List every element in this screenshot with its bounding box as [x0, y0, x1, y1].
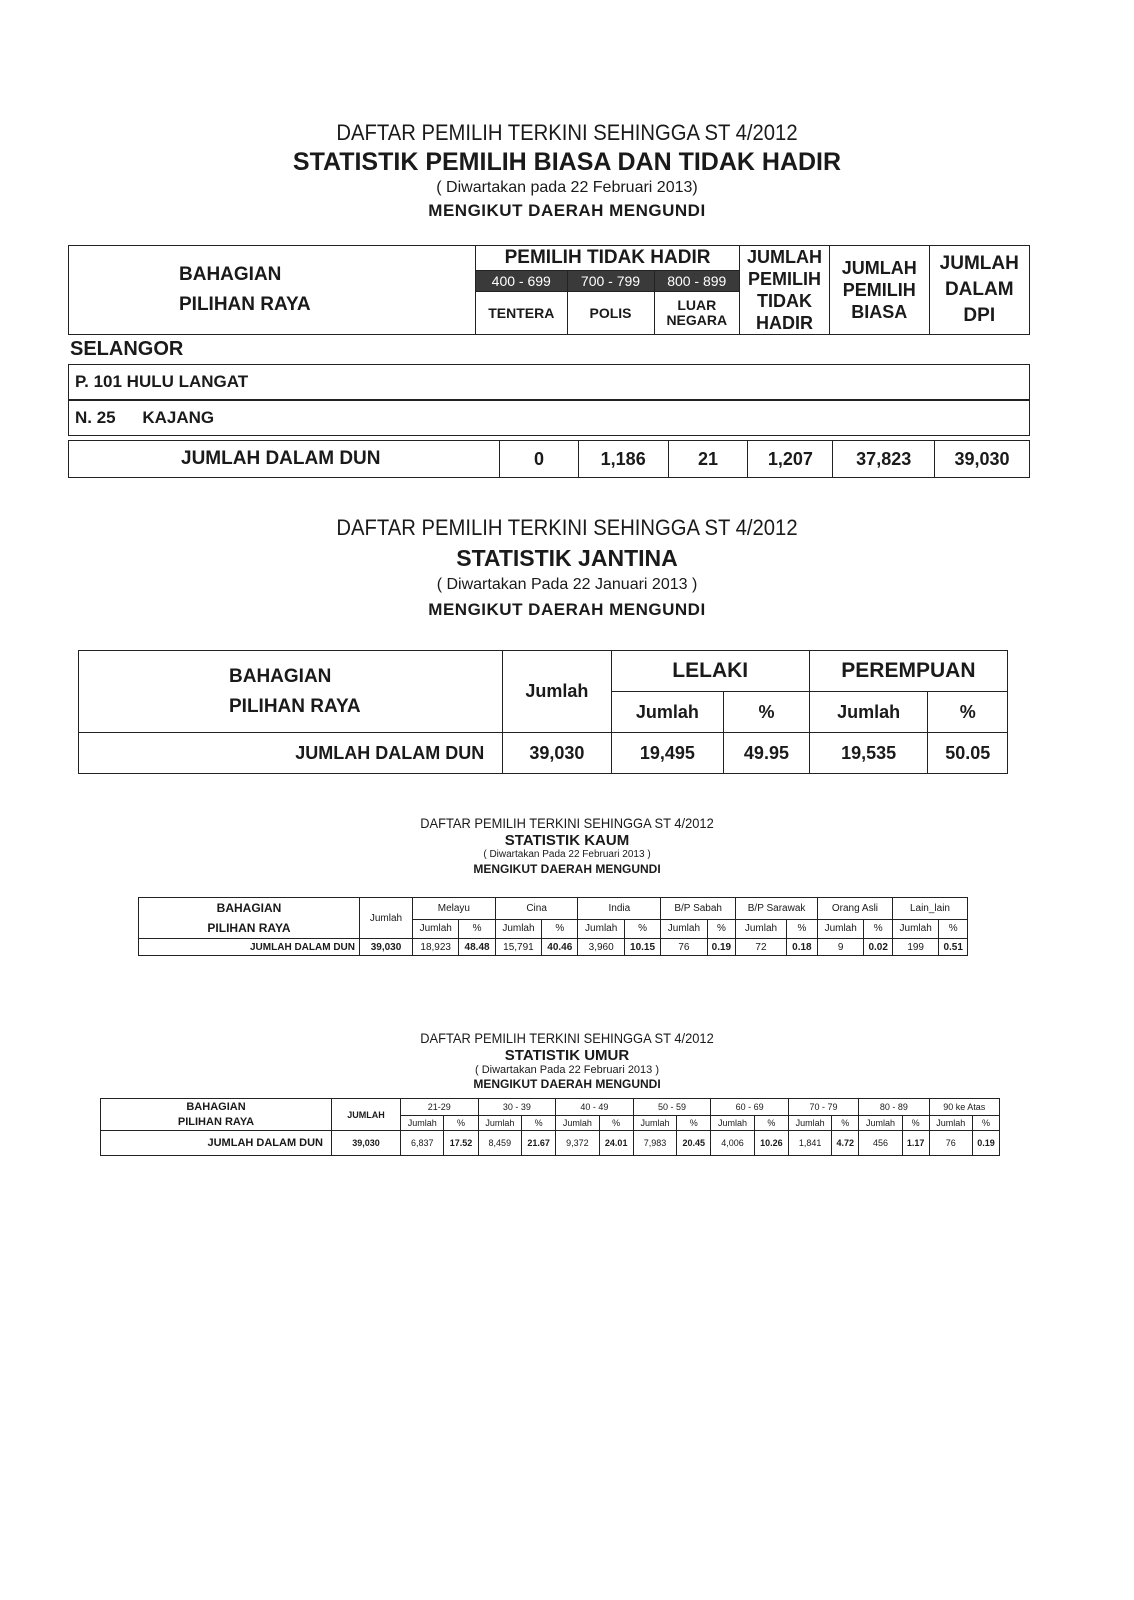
header-jumlah-tidak-hadir — [740, 246, 830, 335]
kaum-value-jumlah: 199 — [892, 939, 938, 956]
umur-sub-pct: % — [522, 1116, 556, 1131]
kaum-group-header: Lain_lain — [892, 898, 967, 920]
header-jpb-l3: BIASA — [851, 302, 908, 322]
value-tentera: 0 — [500, 441, 578, 478]
kaum-total: 39,030 — [360, 939, 413, 956]
kaum-value-jumlah: 72 — [736, 939, 787, 956]
value-jumlah-biasa: 37,823 — [833, 441, 935, 478]
jantina-jumlah: 39,030 — [503, 733, 611, 774]
kaum-value-pct: 0.18 — [786, 939, 817, 956]
header-jd-l1: JUMLAH — [939, 253, 1019, 274]
kaum-group-header: Melayu — [413, 898, 496, 920]
umur-bahagian-l1: BAHAGIAN — [186, 1100, 246, 1113]
kaum-value-pct: 0.02 — [864, 939, 893, 956]
umur-sub-pct: % — [973, 1116, 1000, 1131]
header-tentera: TENTERA — [476, 292, 567, 335]
section4-subtitle: STATISTIK UMUR — [504, 1047, 630, 1064]
jantina-header-perempuan: PEREMPUAN — [809, 651, 1007, 692]
jantina-header-bahagian — [79, 651, 503, 733]
kaum-sub-pct: % — [707, 919, 736, 938]
section3-gazette: ( Diwartakan Pada 22 Februari 2013 ) — [483, 849, 651, 860]
table-jantina — [78, 650, 1008, 774]
dun-row — [68, 400, 1030, 436]
kaum-row-label: JUMLAH DALAM DUN — [139, 939, 360, 956]
section3-by: MENGIKUT DAERAH MENGUNDI — [473, 862, 661, 876]
section4-by: MENGIKUT DAERAH MENGUNDI — [473, 1077, 661, 1091]
umur-value-jumlah: 4,006 — [711, 1131, 754, 1156]
kaum-group-header: B/P Sabah — [661, 898, 736, 920]
kaum-sub-pct: % — [624, 919, 660, 938]
kaum-value-pct: 40.46 — [542, 939, 578, 956]
section1-subtitle: STATISTIK PEMILIH BIASA DAN TIDAK HADIR — [292, 148, 842, 176]
header-luar-l2: NEGARA — [666, 312, 728, 329]
kaum-sub-pct: % — [786, 919, 817, 938]
dun-code: N. 25 — [75, 408, 116, 427]
header-jpb-l1: JUMLAH — [841, 258, 917, 278]
section1-title: DAFTAR PEMILIH TERKINI SEHINGGA ST 4/2012 — [336, 120, 798, 145]
state-label: SELANGOR — [70, 338, 184, 360]
header-luar-negara — [654, 292, 740, 335]
jantina-bahagian-l1: BAHAGIAN — [229, 665, 332, 687]
kaum-sub-jumlah: Jumlah — [661, 919, 707, 938]
jantina-perempuan-pct-header: % — [928, 692, 1008, 733]
header-jumlah-biasa — [829, 246, 929, 335]
range-800-899: 800 - 899 — [654, 271, 740, 292]
jantina-perempuan-pct: 50.05 — [928, 733, 1008, 774]
section2-by: MENGIKUT DAERAH MENGUNDI — [428, 600, 706, 619]
umur-value-jumlah: 456 — [859, 1131, 902, 1156]
header-jth-l4: HADIR — [755, 313, 813, 333]
header-jth-l3: TIDAK — [756, 291, 812, 311]
jantina-perempuan-jumlah-header: Jumlah — [809, 692, 928, 733]
kaum-group-header: Cina — [495, 898, 578, 920]
jantina-lelaki-jumlah: 19,495 — [611, 733, 724, 774]
jantina-lelaki-pct: 49.95 — [724, 733, 810, 774]
table-pemilih-header — [68, 245, 1030, 335]
kaum-header-bahagian — [139, 898, 360, 939]
kaum-sub-jumlah: Jumlah — [892, 919, 938, 938]
kaum-value-pct: 0.19 — [707, 939, 736, 956]
umur-value-pct: 20.45 — [677, 1131, 711, 1156]
umur-value-jumlah: 9,372 — [556, 1131, 599, 1156]
header-luar-l1: LUAR — [677, 297, 717, 314]
kaum-sub-jumlah: Jumlah — [817, 919, 863, 938]
range-700-799: 700 - 799 — [567, 271, 654, 292]
kaum-sub-pct: % — [459, 919, 495, 938]
umur-value-pct: 1.17 — [902, 1131, 929, 1156]
jantina-perempuan-jumlah: 19,535 — [809, 733, 928, 774]
umur-value-jumlah: 7,983 — [633, 1131, 676, 1156]
header-jd-l2: DALAM — [944, 279, 1014, 300]
umur-group-header: 60 - 69 — [711, 1099, 789, 1116]
parliament-row — [68, 364, 1030, 400]
kaum-value-jumlah: 9 — [817, 939, 863, 956]
value-polis: 1,186 — [578, 441, 668, 478]
umur-value-pct: 21.67 — [522, 1131, 556, 1156]
section3-subtitle: STATISTIK KAUM — [504, 832, 630, 849]
kaum-bahagian-l2: PILIHAN RAYA — [207, 921, 291, 935]
section1-gazette: ( Diwartakan pada 22 Februari 2013) — [436, 179, 698, 196]
umur-value-jumlah: 8,459 — [478, 1131, 521, 1156]
kaum-sub-jumlah: Jumlah — [578, 919, 624, 938]
umur-group-header: 30 - 39 — [478, 1099, 556, 1116]
kaum-value-jumlah: 3,960 — [578, 939, 624, 956]
umur-sub-pct: % — [599, 1116, 633, 1131]
section2-gazette: ( Diwartakan Pada 22 Januari 2013 ) — [436, 576, 698, 593]
umur-value-pct: 0.19 — [973, 1131, 1000, 1156]
kaum-sub-pct: % — [864, 919, 893, 938]
jantina-bahagian-l2: PILIHAN RAYA — [229, 695, 361, 717]
section2-title: DAFTAR PEMILIH TERKINI SEHINGGA ST 4/2012 — [336, 515, 798, 540]
header-polis: POLIS — [567, 292, 654, 335]
kaum-value-pct: 48.48 — [459, 939, 495, 956]
header-jd-l3: DPI — [963, 305, 996, 326]
jantina-header-jumlah: Jumlah — [503, 651, 611, 733]
section-umur — [0, 1030, 1134, 1091]
umur-value-pct: 10.26 — [754, 1131, 788, 1156]
section3-title: DAFTAR PEMILIH TERKINI SEHINGGA ST 4/2012 — [420, 815, 714, 831]
header-bahagian — [69, 246, 476, 335]
kaum-value-jumlah: 76 — [661, 939, 707, 956]
umur-group-header: 90 ke Atas — [929, 1099, 999, 1116]
header-jumlah-dpi — [929, 246, 1029, 335]
kaum-group-header: B/P Sarawak — [736, 898, 818, 920]
kaum-sub-pct: % — [939, 919, 968, 938]
umur-group-header: 80 - 89 — [859, 1099, 929, 1116]
umur-sub-jumlah: Jumlah — [401, 1116, 444, 1131]
section1-by: MENGIKUT DAERAH MENGUNDI — [428, 201, 706, 220]
umur-value-pct: 24.01 — [599, 1131, 633, 1156]
header-bahagian-line1: BAHAGIAN — [179, 264, 282, 285]
value-luar-negara: 21 — [668, 441, 748, 478]
umur-sub-pct: % — [444, 1116, 478, 1131]
header-jpb-l2: PEMILIH — [842, 280, 916, 300]
table-kaum — [138, 897, 968, 956]
umur-sub-pct: % — [754, 1116, 788, 1131]
umur-value-jumlah: 1,841 — [788, 1131, 831, 1156]
umur-header-jumlah: JUMLAH — [332, 1099, 401, 1131]
kaum-header-jumlah: Jumlah — [360, 898, 413, 939]
umur-sub-pct: % — [902, 1116, 929, 1131]
umur-total: 39,030 — [332, 1131, 401, 1156]
kaum-value-pct: 0.51 — [939, 939, 968, 956]
section4-gazette: ( Diwartakan Pada 22 Februari 2013 ) — [474, 1064, 660, 1076]
umur-sub-pct: % — [832, 1116, 859, 1131]
umur-group-header: 21-29 — [401, 1099, 479, 1116]
jantina-row-label: JUMLAH DALAM DUN — [79, 733, 503, 774]
umur-bahagian-l2: PILIHAN RAYA — [177, 1115, 255, 1128]
umur-sub-jumlah: Jumlah — [859, 1116, 902, 1131]
umur-sub-jumlah: Jumlah — [788, 1116, 831, 1131]
kaum-value-pct: 10.15 — [624, 939, 660, 956]
umur-value-jumlah: 6,837 — [401, 1131, 444, 1156]
table-umur — [100, 1098, 1000, 1156]
section-kaum — [0, 815, 1134, 876]
umur-sub-jumlah: Jumlah — [929, 1116, 972, 1131]
umur-sub-jumlah: Jumlah — [711, 1116, 754, 1131]
kaum-value-jumlah: 18,923 — [413, 939, 459, 956]
umur-value-jumlah: 76 — [929, 1131, 972, 1156]
umur-group-header: 40 - 49 — [556, 1099, 634, 1116]
kaum-group-header: India — [578, 898, 661, 920]
parliament-label: P. 101 HULU LANGAT — [75, 372, 249, 391]
jantina-header-lelaki: LELAKI — [611, 651, 809, 692]
kaum-sub-jumlah: Jumlah — [413, 919, 459, 938]
umur-group-header: 70 - 79 — [788, 1099, 858, 1116]
section2-subtitle: STATISTIK JANTINA — [456, 545, 678, 571]
jantina-lelaki-jumlah-header: Jumlah — [611, 692, 724, 733]
range-400-699: 400 - 699 — [476, 271, 567, 292]
header-tidak-hadir: PEMILIH TIDAK HADIR — [476, 246, 740, 271]
umur-sub-jumlah: Jumlah — [633, 1116, 676, 1131]
umur-header-bahagian — [101, 1099, 332, 1131]
section-pemilih-biasa-tidak-hadir — [0, 120, 1134, 221]
kaum-sub-jumlah: Jumlah — [495, 919, 541, 938]
table-pemilih-total — [68, 440, 1030, 478]
kaum-sub-jumlah: Jumlah — [736, 919, 787, 938]
header-jth-l1: JUMLAH — [746, 247, 822, 267]
dun-name: KAJANG — [142, 408, 215, 427]
section4-title: DAFTAR PEMILIH TERKINI SEHINGGA ST 4/2012 — [420, 1030, 714, 1046]
header-bahagian-line2: PILIHAN RAYA — [179, 294, 311, 315]
kaum-group-header: Orang Asli — [817, 898, 892, 920]
kaum-sub-pct: % — [542, 919, 578, 938]
umur-sub-pct: % — [677, 1116, 711, 1131]
umur-sub-jumlah: Jumlah — [556, 1116, 599, 1131]
umur-row-label: JUMLAH DALAM DUN — [101, 1131, 332, 1156]
jantina-lelaki-pct-header: % — [724, 692, 810, 733]
value-jumlah-tidak-hadir: 1,207 — [748, 441, 833, 478]
section-jantina — [0, 515, 1134, 620]
value-jumlah-dpi: 39,030 — [935, 441, 1030, 478]
kaum-bahagian-l1: BAHAGIAN — [216, 901, 282, 915]
umur-group-header: 50 - 59 — [633, 1099, 711, 1116]
umur-value-pct: 4.72 — [832, 1131, 859, 1156]
umur-value-pct: 17.52 — [444, 1131, 478, 1156]
kaum-value-jumlah: 15,791 — [495, 939, 541, 956]
header-jth-l2: PEMILIH — [747, 269, 821, 289]
row-label: JUMLAH DALAM DUN — [69, 441, 500, 478]
umur-sub-jumlah: Jumlah — [478, 1116, 521, 1131]
